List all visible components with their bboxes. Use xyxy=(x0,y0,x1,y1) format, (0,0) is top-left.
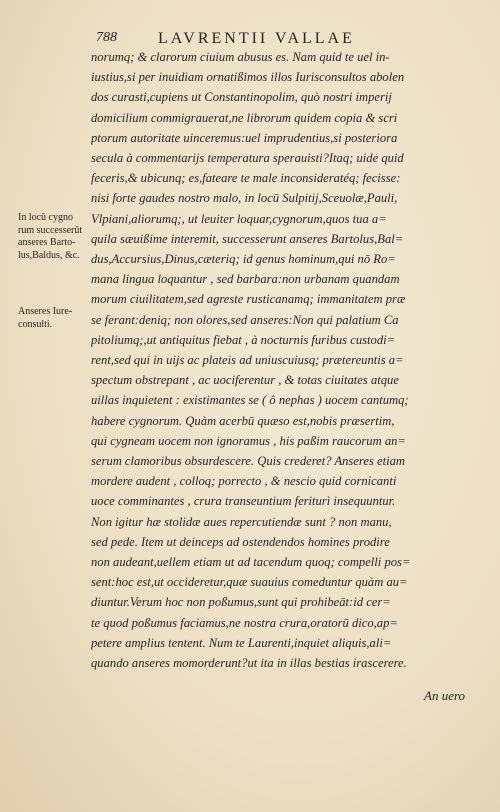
text-line: norumq; & clarorum ciuium abusus es. Nam quid te uel in- xyxy=(91,50,390,64)
margin-note-line: In locū cygno xyxy=(18,212,73,223)
text-line: feceris,& ubicunq; es,fateare te male inconsideratéq; fecisse: xyxy=(91,171,401,186)
margin-note-line: anseres Barto- xyxy=(18,237,76,248)
text-line: se ferant:deniq; non olores,sed anseres:Non qui palatium Ca xyxy=(91,312,399,327)
text-line: Vlpiani,aliorumq;, ut leuiter loquar,cygnorum,quos tua a= xyxy=(91,211,387,226)
margin-note xyxy=(18,306,98,331)
text-line: te quod poßumus faciamus,ne nostra crura,oratorū dico,ap= xyxy=(91,615,398,630)
text-line: uillas inquietent : existimantes se ( ô nephas ) uocem cantumq; xyxy=(91,393,409,408)
text-line: mana lingua loquantur , sed barbara:non urbanam quandam xyxy=(91,272,400,287)
running-head: LAVRENTII VALLAE xyxy=(158,30,355,47)
text-line: Non igitur hæ stolidæ aues repercutiendæ sunt ? non manu, xyxy=(91,514,392,529)
text-line: non audeant,uellem etiam ut ad tacendum quoq; compelli pos= xyxy=(91,555,411,570)
text-line: dos curasti,cupiens ut Constantinopolim, quò nostri imperij xyxy=(91,90,392,105)
margin-note xyxy=(18,212,98,262)
margin-note-line: lus,Baldus, &c. xyxy=(18,249,80,261)
text-line: spectum obstrepant , ac uociferentur , & totas ciuitates atque xyxy=(91,373,399,388)
text-line: sed pede. Item ut deinceps ad ostendendos homines prodire xyxy=(91,534,390,549)
text-line: habere cygnorum. Quàm acerbū quæso est,nobis præsertim, xyxy=(91,413,395,428)
text-line: iustius,si per inuidiam ornatißimos illos Iurisconsultos abolen xyxy=(91,70,405,85)
text-line: mordere audent , colloq; porrecto , & nescio quid cornicanti xyxy=(91,474,397,489)
text-line: domicilium commigrauerat,ne librorum quidem copia & scri xyxy=(91,110,398,125)
body-text xyxy=(91,47,491,673)
text-line: rent,sed qui in uijs ac plateis ad uniuscuiusq; prætereuntis a= xyxy=(91,353,404,368)
margin-note-line: Anseres Iure- xyxy=(18,306,73,317)
text-line: dus,Accursius,Dinus,cæteriq; id genus hominum,qui nō Ro= xyxy=(91,252,396,267)
page-number: 788 xyxy=(96,30,117,45)
text-line: petere amplius tentent. Num te Laurenti,inquiet aliquis,ali= xyxy=(91,635,392,650)
text-line: uoce comminantes , crura transeuntium feriturì insequuntur. xyxy=(91,494,396,509)
catchword: An uero xyxy=(424,688,466,703)
text-line: morum ciuilitatem,sed agreste rusticanamq; immanitatem præ xyxy=(91,292,406,307)
text-line: diuntur.Verum hoc non poßumus,sunt qui prohibeāt:id cer= xyxy=(91,595,391,610)
text-line: qui cygneam uocem non ignoramus , his paßim raucorum an= xyxy=(91,433,406,448)
text-line: secula à commentarijs temperatura sperauisti?Itaq; uide quid xyxy=(91,151,404,166)
text-line: ptorum autoritate uinceremus:uel imprudentius,si posteriora xyxy=(91,130,398,145)
margin-note-line: rum successerūt xyxy=(18,224,83,236)
text-line: quando anseres momorderunt?ut ita in illas bestias irascerere. xyxy=(91,656,407,671)
text-line: quila sæuißime interemit, successerunt anseres Bartolus,Bal= xyxy=(91,231,404,246)
text-line: nisi forte gaudes nostro malo, in locū Sulpitij,Sceuolæ,Pauli, xyxy=(91,191,398,206)
text-line: sent:hoc est,ut occideretur,quæ suauius comeduntur quàm au= xyxy=(91,575,408,590)
text-line: pitoliumq;,ut antiquitus fiebat , à nocturnis furibus custodi= xyxy=(91,332,396,347)
text-line: serum clamoribus obsurdescere. Quis crederet? Anseres etiam xyxy=(91,454,405,469)
margin-note-line: consulti. xyxy=(18,318,53,330)
